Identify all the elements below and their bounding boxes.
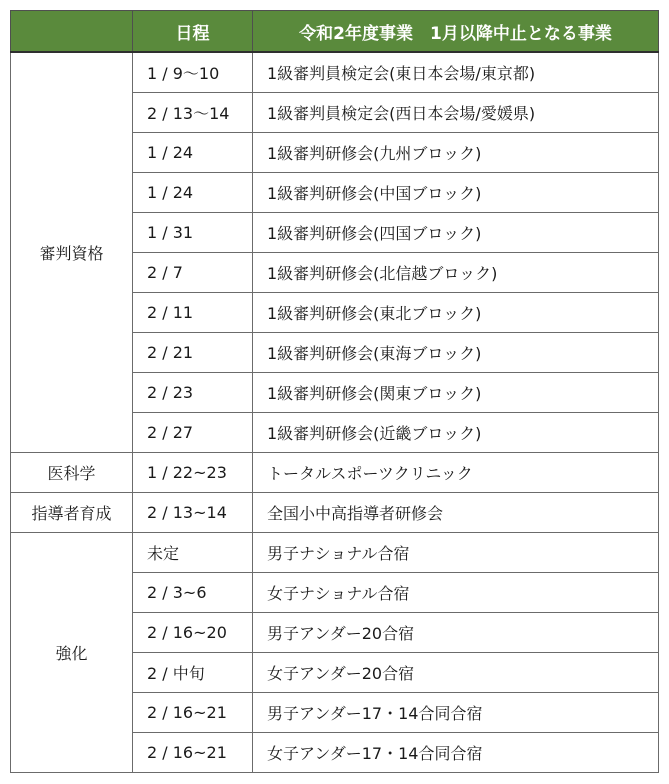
header-event: 令和2年度事業 1月以降中止となる事業 [253, 11, 659, 53]
event-cell: 女子ナショナル合宿 [253, 573, 659, 613]
event-cell: 全国小中高指導者研修会 [253, 493, 659, 533]
date-cell: 2 / 21 [133, 333, 253, 373]
date-cell: 2 / 11 [133, 293, 253, 333]
event-cell: 女子アンダー17・14合同合宿 [253, 733, 659, 773]
date-cell: 2 / 16~20 [133, 613, 253, 653]
date-cell: 2 / 7 [133, 253, 253, 293]
event-cell: 1級審判研修会(東海ブロック) [253, 333, 659, 373]
event-cell: 男子アンダー20合宿 [253, 613, 659, 653]
date-cell: 2 / 3~6 [133, 573, 253, 613]
date-cell: 2 / 13～14 [133, 93, 253, 133]
header-row [11, 11, 659, 53]
date-cell: 1 / 9～10 [133, 52, 253, 93]
date-cell: 2 / 16~21 [133, 733, 253, 773]
table-body [11, 52, 659, 773]
table-row [11, 533, 659, 573]
event-cell: 1級審判研修会(東北ブロック) [253, 293, 659, 333]
table-row [11, 493, 659, 533]
table-row [11, 52, 659, 93]
date-cell: 2 / 27 [133, 413, 253, 453]
event-cell: 女子アンダー20合宿 [253, 653, 659, 693]
date-cell: 1 / 22~23 [133, 453, 253, 493]
date-cell: 2 / 16~21 [133, 693, 253, 733]
event-cell: 1級審判研修会(北信越ブロック) [253, 253, 659, 293]
table-row [11, 453, 659, 493]
category-cell: 医科学 [11, 453, 133, 493]
event-cell: 1級審判研修会(九州ブロック) [253, 133, 659, 173]
category-cell: 強化 [11, 533, 133, 773]
category-cell: 審判資格 [11, 52, 133, 453]
event-cell: 男子ナショナル合宿 [253, 533, 659, 573]
date-cell: 2 / 23 [133, 373, 253, 413]
event-cell: 1級審判員検定会(東日本会場/東京都) [253, 52, 659, 93]
date-cell: 未定 [133, 533, 253, 573]
category-cell: 指導者育成 [11, 493, 133, 533]
event-cell: 1級審判研修会(中国ブロック) [253, 173, 659, 213]
schedule-table [10, 10, 659, 773]
event-cell: 1級審判研修会(四国ブロック) [253, 213, 659, 253]
date-cell: 2 / 13~14 [133, 493, 253, 533]
date-cell: 1 / 24 [133, 133, 253, 173]
date-cell: 2 / 中旬 [133, 653, 253, 693]
date-cell: 1 / 24 [133, 173, 253, 213]
date-cell: 1 / 31 [133, 213, 253, 253]
event-cell: 1級審判員検定会(西日本会場/愛媛県) [253, 93, 659, 133]
event-cell: トータルスポーツクリニック [253, 453, 659, 493]
event-cell: 男子アンダー17・14合同合宿 [253, 693, 659, 733]
event-cell: 1級審判研修会(関東ブロック) [253, 373, 659, 413]
header-date: 日程 [133, 11, 253, 53]
header-category [11, 11, 133, 53]
event-cell: 1級審判研修会(近畿ブロック) [253, 413, 659, 453]
